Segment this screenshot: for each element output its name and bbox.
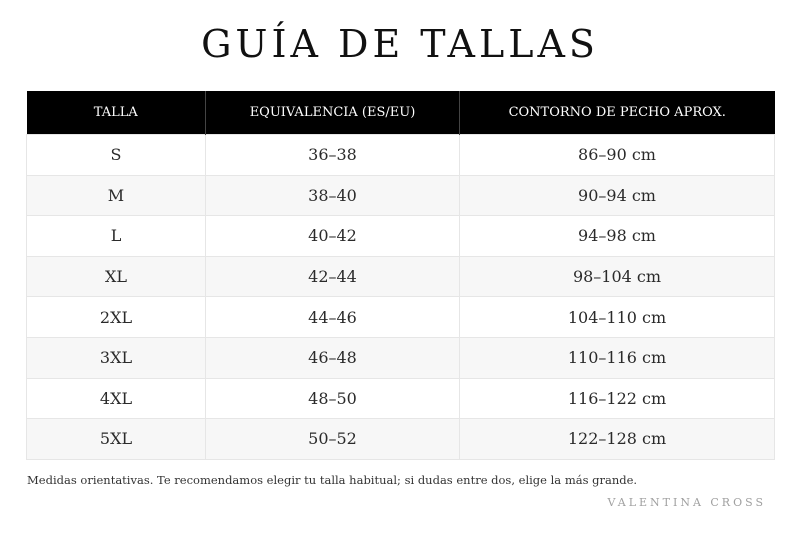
chest-cell: 86–90 cm (460, 135, 775, 176)
chest-cell: 104–110 cm (460, 297, 775, 338)
table-header (27, 91, 775, 135)
size-cell: L (27, 216, 206, 257)
column-header-contorno: CONTORNO DE PECHO APROX. (460, 91, 775, 135)
footnote: Medidas orientativas. Te recomendamos elegir tu talla habitual; si dudas entre dos, elige la más grande. (27, 473, 638, 487)
equivalence-cell: 36–38 (206, 135, 460, 176)
table-row (27, 378, 775, 419)
equivalence-cell: 42–44 (206, 256, 460, 297)
equivalence-cell: 48–50 (206, 378, 460, 419)
chest-cell: 122–128 cm (460, 419, 775, 460)
column-header-talla: TALLA (27, 91, 206, 135)
chest-cell: 90–94 cm (460, 175, 775, 216)
column-header-equivalencia: EQUIVALENCIA (ES/EU) (206, 91, 460, 135)
table-body (27, 135, 775, 460)
equivalence-cell: 40–42 (206, 216, 460, 257)
table-row (27, 256, 775, 297)
size-cell: XL (27, 256, 206, 297)
size-cell: 4XL (27, 378, 206, 419)
equivalence-cell: 44–46 (206, 297, 460, 338)
size-cell: M (27, 175, 206, 216)
chest-cell: 116–122 cm (460, 378, 775, 419)
size-cell: S (27, 135, 206, 176)
table-row (27, 175, 775, 216)
header-row (27, 91, 775, 135)
size-table (26, 91, 775, 460)
chest-cell: 98–104 cm (460, 256, 775, 297)
equivalence-cell: 46–48 (206, 337, 460, 378)
equivalence-cell: 50–52 (206, 419, 460, 460)
table-row (27, 337, 775, 378)
page-title: GUÍA DE TALLAS (201, 22, 599, 66)
table-row (27, 297, 775, 338)
table-row (27, 216, 775, 257)
chest-cell: 94–98 cm (460, 216, 775, 257)
size-cell: 3XL (27, 337, 206, 378)
equivalence-cell: 38–40 (206, 175, 460, 216)
chest-cell: 110–116 cm (460, 337, 775, 378)
size-cell: 2XL (27, 297, 206, 338)
brand-name: VALENTINA CROSS (607, 496, 766, 509)
table-row (27, 419, 775, 460)
table-row (27, 135, 775, 176)
size-cell: 5XL (27, 419, 206, 460)
